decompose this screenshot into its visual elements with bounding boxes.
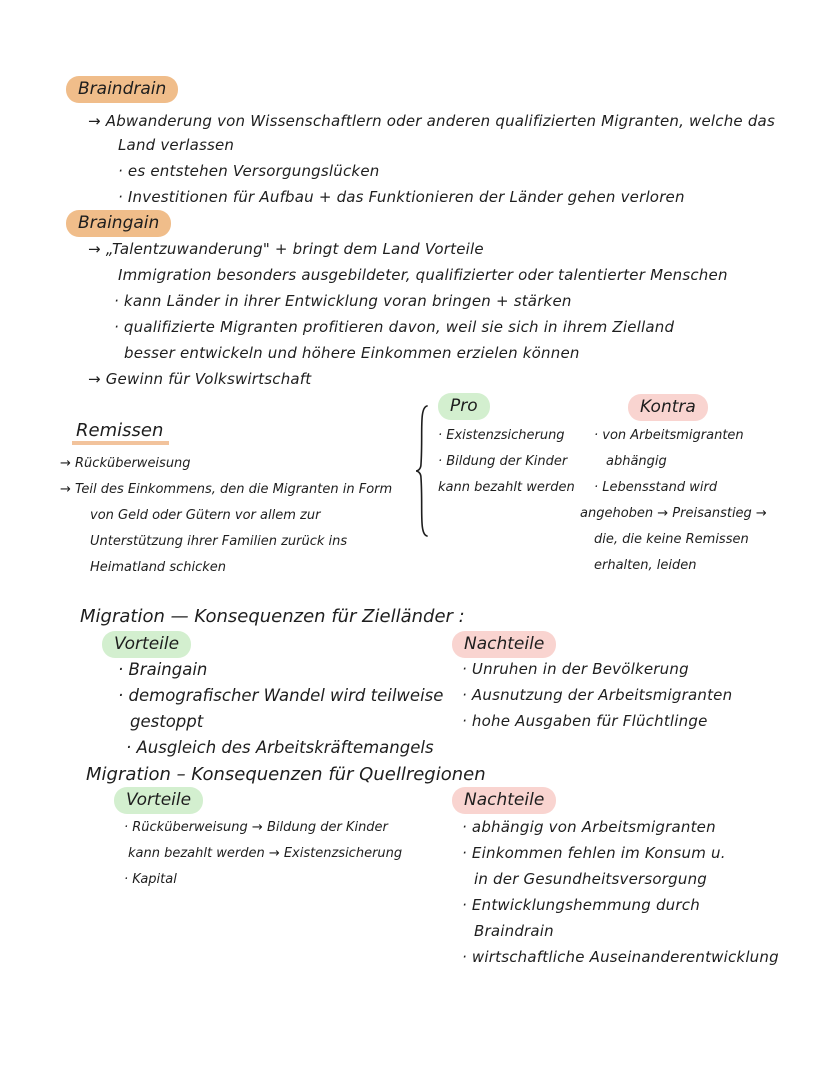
pro-line-3: kann bezahlt werden bbox=[438, 480, 575, 495]
quellregionen-nachteil-3b: Braindrain bbox=[474, 922, 554, 940]
quellregionen-nachteile-heading: Nachteile bbox=[452, 787, 556, 814]
ziellaender-vorteil-2: · demografischer Wandel wird teilweise bbox=[118, 686, 444, 705]
braingain-gain-line: → Gewinn für Volkswirtschaft bbox=[88, 370, 312, 388]
ziellaender-vorteile-heading: Vorteile bbox=[102, 631, 191, 658]
quellregionen-vorteile-heading: Vorteile bbox=[114, 787, 203, 814]
braingain-definition-line1: → „Talentzuwanderung" + bringt dem Land Vorteile bbox=[88, 240, 484, 258]
remissen-line-3: von Geld oder Gütern vor allem zur bbox=[90, 508, 321, 523]
remissen-line-5: Heimatland schicken bbox=[90, 560, 226, 575]
ziellaender-vorteil-3: · Ausgleich des Arbeitskräftemangels bbox=[126, 738, 434, 757]
kontra-line-2: abhängig bbox=[606, 454, 667, 469]
braindrain-definition-line1: → Abwanderung von Wissenschaftlern oder anderen qualifizierten Migranten, welche das bbox=[88, 112, 775, 130]
kontra-line-1: · von Arbeitsmigranten bbox=[594, 428, 744, 443]
pro-heading: Pro bbox=[438, 393, 490, 420]
remissen-line-4: Unterstützung ihrer Familien zurück ins bbox=[90, 534, 348, 549]
braindrain-bullet-2: · Investitionen für Aufbau + das Funktionieren der Länder gehen verloren bbox=[118, 188, 685, 206]
quellregionen-nachteil-4: · wirtschaftliche Auseinanderentwicklung bbox=[462, 948, 779, 966]
quellregionen-nachteil-3: · Entwicklungshemmung durch bbox=[462, 896, 700, 914]
braindrain-definition-line2: Land verlassen bbox=[118, 136, 235, 154]
quellregionen-nachteil-1: · abhängig von Arbeitsmigranten bbox=[462, 818, 716, 836]
braingain-bullet-1: · kann Länder in ihrer Entwicklung voran bringen + stärken bbox=[114, 292, 572, 310]
kontra-heading: Kontra bbox=[628, 394, 708, 421]
braingain-heading: Braingain bbox=[66, 210, 171, 237]
kontra-line-6: erhalten, leiden bbox=[594, 558, 697, 573]
ziellaender-heading: Migration — Konsequenzen für Zielländer : bbox=[80, 606, 465, 627]
braingain-bullet-2b: besser entwickeln und höhere Einkommen erzielen können bbox=[124, 344, 580, 362]
pro-line-2: · Bildung der Kinder bbox=[438, 454, 568, 469]
braingain-definition-line2: Immigration besonders ausgebildeter, qualifizierter oder talentierter Menschen bbox=[118, 266, 728, 284]
kontra-line-3: · Lebensstand wird bbox=[594, 480, 718, 495]
quellregionen-vorteil-1: · Rücküberweisung → Bildung der Kinder bbox=[124, 820, 388, 835]
braindrain-bullet-1: · es entstehen Versorgungslücken bbox=[118, 162, 380, 180]
quellregionen-nachteil-2: · Einkommen fehlen im Konsum u. bbox=[462, 844, 726, 862]
ziellaender-nachteil-3: · hohe Ausgaben für Flüchtlinge bbox=[462, 712, 708, 730]
pro-line-1: · Existenzsicherung bbox=[438, 428, 565, 443]
braindrain-heading: Braindrain bbox=[66, 76, 178, 103]
kontra-line-5: die, die keine Remissen bbox=[594, 532, 749, 547]
braingain-bullet-2a: · qualifizierte Migranten profitieren davon, weil sie sich in ihrem Zielland bbox=[114, 318, 675, 336]
kontra-line-4: angehoben → Preisanstieg → bbox=[580, 506, 767, 521]
remissen-heading: Remissen bbox=[72, 420, 169, 445]
remissen-line-2: → Teil des Einkommens, den die Migranten in Form bbox=[60, 482, 393, 497]
quellregionen-vorteil-2: · Kapital bbox=[124, 872, 177, 887]
ziellaender-vorteil-2b: gestoppt bbox=[130, 712, 204, 731]
quellregionen-nachteil-2b: in der Gesundheitsversorgung bbox=[474, 870, 708, 888]
ziellaender-vorteil-1: · Braingain bbox=[118, 660, 208, 679]
quellregionen-vorteil-1b: kann bezahlt werden → Existenzsicherung bbox=[128, 846, 403, 861]
ziellaender-nachteile-heading: Nachteile bbox=[452, 631, 556, 658]
curly-brace-icon bbox=[415, 404, 429, 538]
ziellaender-nachteil-2: · Ausnutzung der Arbeitsmigranten bbox=[462, 686, 733, 704]
ziellaender-nachteil-1: · Unruhen in der Bevölkerung bbox=[462, 660, 689, 678]
remissen-line-1: → Rücküberweisung bbox=[60, 456, 191, 471]
quellregionen-heading: Migration – Konsequenzen für Quellregionen bbox=[86, 764, 486, 785]
